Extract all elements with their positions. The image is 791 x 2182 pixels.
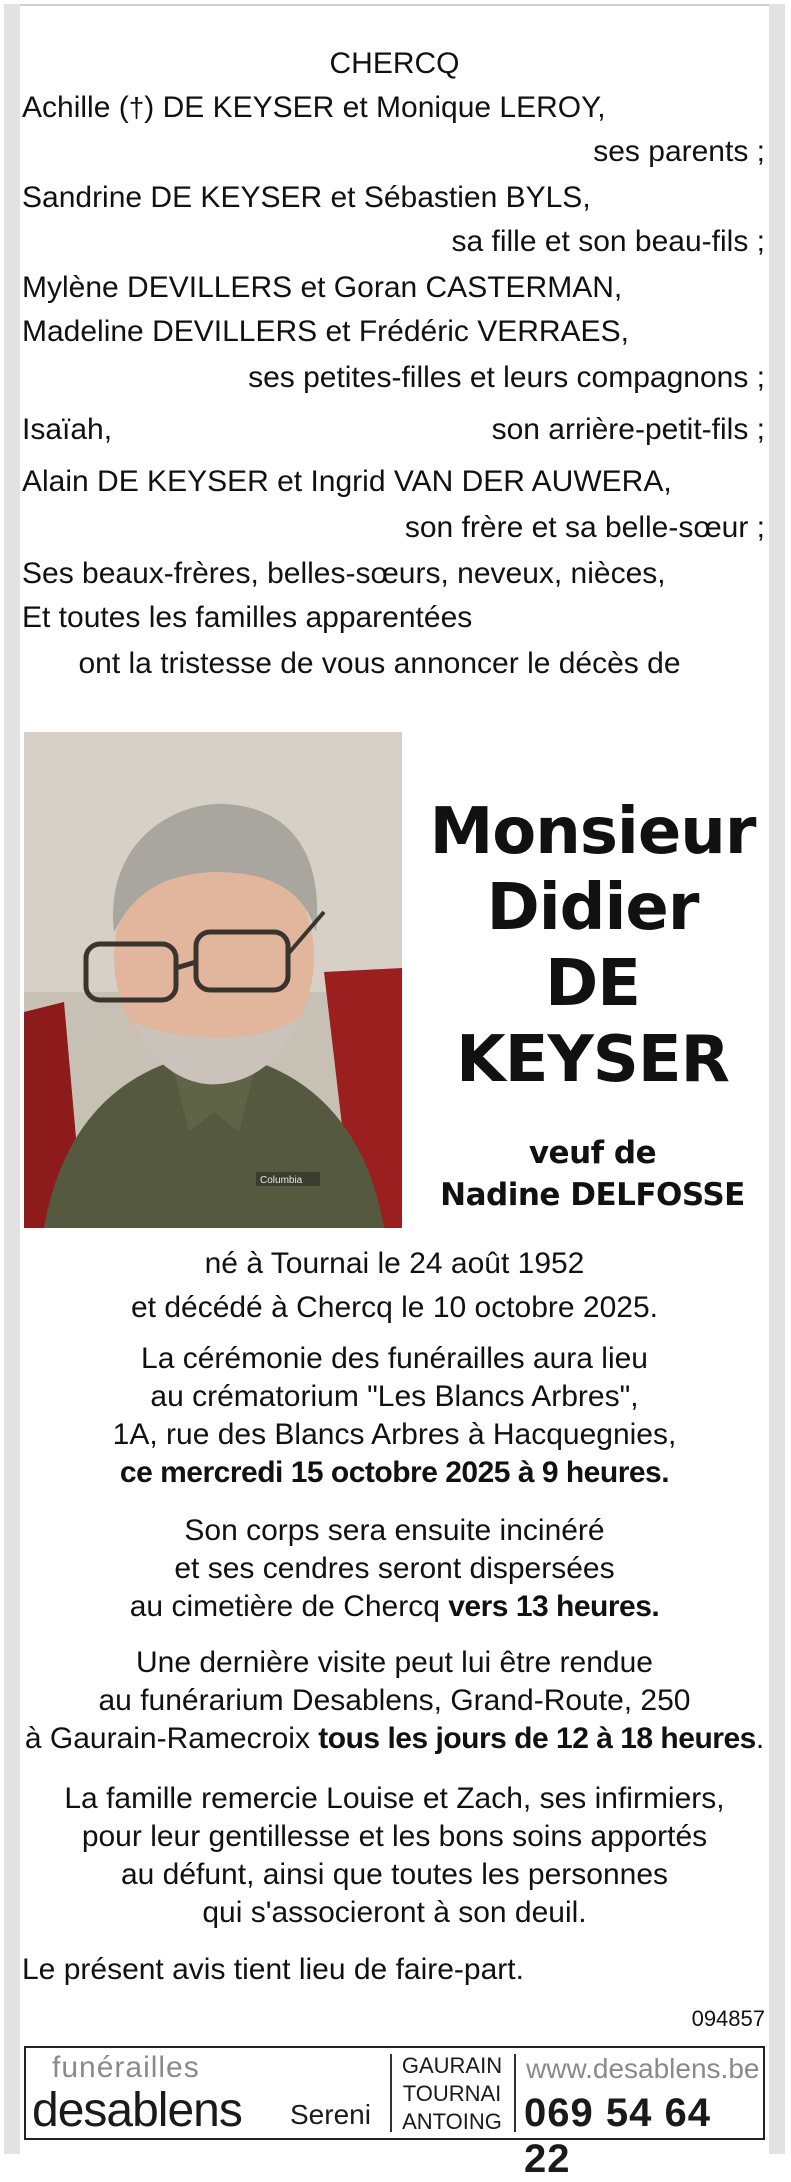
logo-divider <box>514 2054 516 2132</box>
last-name: DE KEYSER <box>456 947 729 1097</box>
ceremony-paragraph: La cérémonie des funérailles aura lieu au crématorium "Les Blancs Arbres", 1A, rue des Blancs Arbres à Hacquegnies, ce mercredi 15 octobre 2025 à 9 heures. <box>112 1342 677 1489</box>
logo-divider <box>390 2054 392 2132</box>
family-relation-4: son arrière-petit-fils ; <box>491 413 765 446</box>
phone-number: 069 54 64 22 <box>524 2091 711 2181</box>
announcement-line: ont la tristesse de vous annoncer le décès de <box>78 647 681 680</box>
family-line-2: Sandrine DE KEYSER et Sébastien BYLS, <box>22 181 591 214</box>
portrait-photo <box>24 732 402 1228</box>
obituary-content <box>22 4 767 2181</box>
family-relation-1: ses parents ; <box>593 135 765 168</box>
family-line-8: Et toutes les familles apparentées <box>22 601 473 634</box>
family-line-5: Isaïah, <box>22 413 113 446</box>
cremation-time: vers 13 heures. <box>448 1590 660 1623</box>
family-line-6: Alain DE KEYSER et Ingrid VAN DER AUWERA, <box>22 465 672 498</box>
website-link[interactable]: www.desablens.be <box>526 2053 760 2084</box>
deceased-name-block <box>418 794 767 1216</box>
location-heading: CHERCQ <box>329 47 460 80</box>
logo-funerailles: funérailles <box>52 2051 200 2084</box>
spouse-name: Nadine DELFOSSE <box>440 1177 745 1213</box>
family-relation-5: son frère et sa belle-sœur ; <box>404 511 765 544</box>
visit-paragraph: Une dernière visite peut lui être rendue au funérarium Desablens, Grand-Route, 250 à Gaurain-Ramecroix tous les jours de 12 à 18 heures. <box>24 1646 765 1755</box>
family-line-7: Ses beaux-frères, belles-sœurs, neveux, nièces, <box>22 557 666 590</box>
visit-hours: tous les jours de 12 à 18 heures <box>318 1722 756 1755</box>
left-border <box>4 4 20 2154</box>
logo-desablens: desablens <box>32 2084 242 2137</box>
cremation-paragraph: Son corps sera ensuite incinéré et ses cendres seront dispersées au cimetière de Chercq vers 13 heures. <box>129 1514 660 1623</box>
family-line-1: Achille (†) DE KEYSER et Monique LEROY, <box>22 91 606 124</box>
family-line-3: Mylène DEVILLERS et Goran CASTERMAN, <box>22 271 623 304</box>
first-name: Didier <box>486 871 699 945</box>
ceremony-date: ce mercredi 15 octobre 2025 à 9 heures. <box>119 1456 670 1489</box>
reference-number: 094857 <box>691 2006 765 2031</box>
widow-of-label: veuf de <box>528 1135 657 1171</box>
family-line-4: Madeline DEVILLERS et Frédéric VERRAES, <box>22 315 629 348</box>
right-border <box>769 4 785 2154</box>
shirt-label: Columbia <box>260 1175 303 1186</box>
logo-sereni: Sereni <box>290 2099 371 2130</box>
cross-icon: † <box>128 92 145 123</box>
obituary-page <box>4 4 785 2181</box>
family-relation-3: ses petites-filles et leurs compagnons ; <box>248 361 765 394</box>
logo-cities: GAURAIN TOURNAI ANTOING <box>401 2053 503 2134</box>
birth-death-paragraph: né à Tournai le 24 août 1952 et décédé à Chercq le 10 octobre 2025. <box>130 1247 659 1324</box>
notice-text: Le présent avis tient lieu de faire-part. <box>22 1953 524 1986</box>
honorific: Monsieur <box>429 795 756 869</box>
family-relation-2: sa fille et son beau-fils ; <box>451 225 765 258</box>
funeral-home-logo <box>24 2046 765 2181</box>
thanks-paragraph: La famille remercie Louise et Zach, ses infirmiers, pour leur gentillesse et les bons soins apportés au défunt, ainsi que toutes les personnes qui s'associeront à son deuil. <box>64 1782 725 1929</box>
